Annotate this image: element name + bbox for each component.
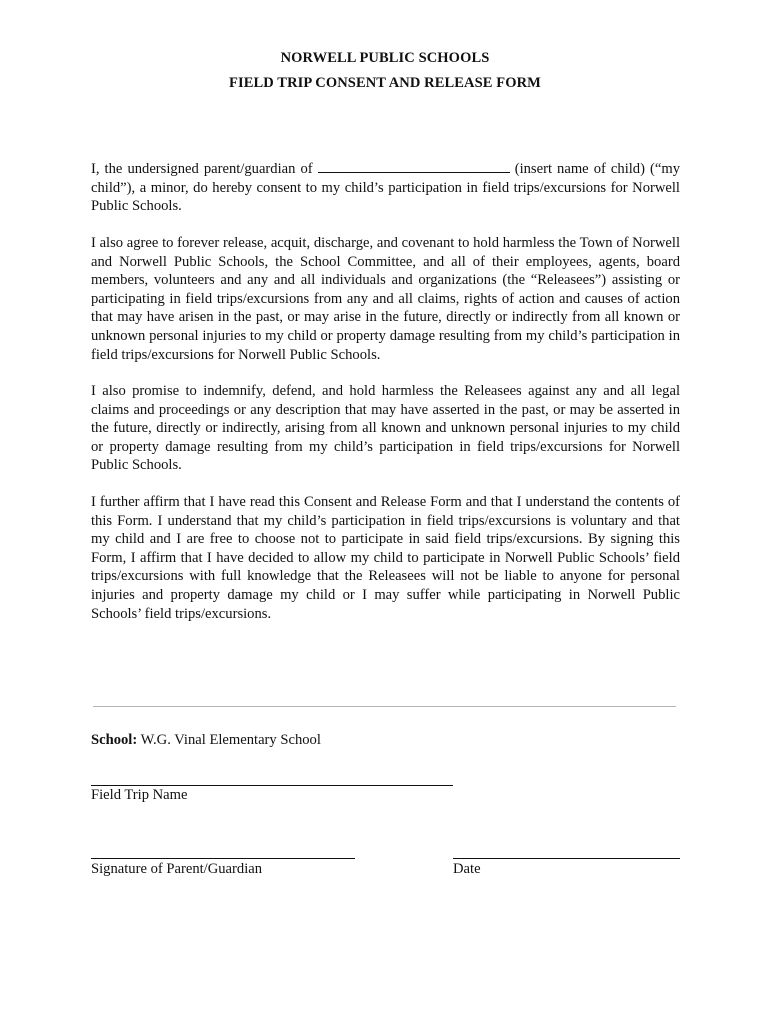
school-label: School: xyxy=(91,732,138,748)
section-divider xyxy=(93,706,676,707)
indemnify-paragraph: I also promise to indemnify, defend, and hold harmless the Releasees against any and all legal claims and proceedings or any description that may have asserted in the past, or may be asserted in the future, directly or indirectly, arising from all known and unknown personal injuries to my child or property damage resulting from my child’s participation in field trips/excursions for Norwell Public Schools. xyxy=(91,383,680,474)
consent-text-end: (insert name of child) (“my child”), a minor, do hereby consent to my child’s participation in field trips/excursions for Norwell Public Schools. xyxy=(91,161,681,215)
document-subtitle: FIELD TRIP CONSENT AND RELEASE FORM xyxy=(229,75,541,91)
field-trip-name-blank[interactable] xyxy=(91,785,453,786)
release-paragraph: I also agree to forever release, acquit, discharge, and covenant to hold harmless the Town of Norwell and Norwell Public Schools, the School Committee, and all of their employees, agents, board members, volunteers and any and all individuals and organizations (the “Releasees”) assisting or participating in field trips/excursions from any and all claims, rights of action and causes of action that may have arisen in the past, or may arise in the future, directly or indirectly from all known or unknown personal injuries to my child or property damage resulting from my child’s participation in field trips/excursions for Norwell Public Schools. xyxy=(91,235,680,363)
date-blank[interactable] xyxy=(453,858,680,859)
signature-label: Signature of Parent/Guardian xyxy=(91,861,263,877)
signature-blank[interactable] xyxy=(91,858,355,859)
school-line xyxy=(91,732,321,749)
school-value: W.G. Vinal Elementary School xyxy=(137,732,321,748)
document-title: NORWELL PUBLIC SCHOOLS xyxy=(280,50,490,66)
child-name-blank[interactable] xyxy=(318,160,510,173)
consent-text-start: I, the undersigned parent/guardian of xyxy=(91,161,318,177)
date-label: Date xyxy=(453,861,481,877)
affirm-paragraph: I further affirm that I have read this Consent and Release Form and that I understand the contents of this Form. I understand that my child’s participation in field trips/excursions is voluntary and that my child and I are free to choose not to participate in said field trips/excursions. By signing this Form, I affirm that I have decided to allow my child to participate in Norwell Public Schools’ field trips/excursions with full knowledge that the Releasees will not be liable to anyone for personal injuries and property damage my child or I may suffer while participating in Norwell Public Schools’ field trips/excursions. xyxy=(91,494,680,622)
field-trip-name-label: Field Trip Name xyxy=(91,787,188,803)
consent-paragraph xyxy=(91,160,680,216)
